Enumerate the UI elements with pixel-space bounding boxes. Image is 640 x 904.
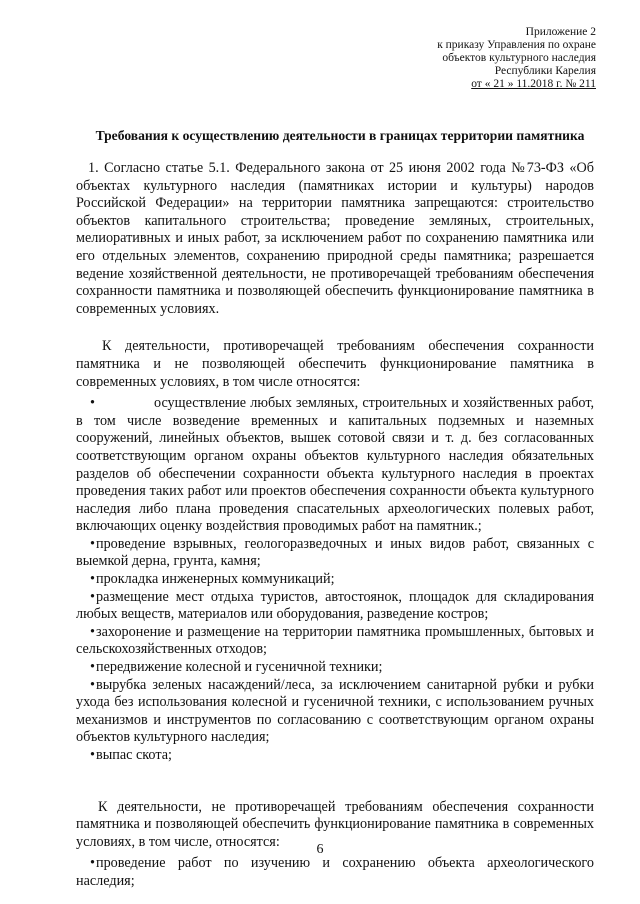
bullet-icon: • <box>90 571 95 588</box>
appendix-header <box>437 26 596 91</box>
bullet-icon: • <box>90 623 95 640</box>
appendix-region: Республики Карелия <box>494 65 596 77</box>
list-item <box>76 855 594 890</box>
bullet-icon: • <box>90 659 95 676</box>
bullet-icon: • <box>90 588 95 605</box>
list-item <box>76 677 594 747</box>
list-item <box>76 624 594 659</box>
list-item-text: захоронение и размещение на территории памятника промышленных, бытовых и сельскохозяйственных отходов; <box>76 623 594 658</box>
document-body <box>76 160 594 891</box>
list-item-text: проведение работ по изучению и сохранению объекта археологического наследия; <box>76 855 594 889</box>
bullet-icon: • <box>90 676 95 693</box>
appendix-order-date: от « 21 » 11.2018 г. № 211 <box>471 78 596 90</box>
allowed-activities-list <box>76 855 594 890</box>
document-title: Требования к осуществлению деятельности в границах территории памятника <box>95 128 585 143</box>
prohibited-activities-list <box>76 395 594 764</box>
bullet-icon: • <box>90 855 95 872</box>
list-item <box>76 571 594 589</box>
appendix-department: объектов культурного наследия <box>442 52 596 64</box>
appendix-order-ref: к приказу Управления по охране <box>437 39 596 51</box>
bullet-icon: • <box>90 395 95 412</box>
paragraph-allowed-intro: К деятельности, не противоречащей требованиям обеспечения сохранности памятника и позволяющей обеспечить функционирование памятника в современных условиях, в том числе, относятся: <box>76 798 594 850</box>
paragraph-law-reference: 1. Согласно статье 5.1. Федерального закона от 25 июня 2002 года №73-ФЗ «Об объектах культурного наследия (памятниках истории и культуры) народов Российской Федерации» на территории памятника запрещаются: строительство объектов капитального строительства; проведение земляных, строительных, мелиоративных и иных работ, за исключением работ по сохранению памятника или его отдельных элементов, сохранению природной среды памятника; разрешается ведение хозяйственной деятельности, не противоречащей требованиям обеспечения сохранности памятника и позволяющей обеспечить функционирование памятника в современных условиях. <box>76 160 594 317</box>
bullet-icon: • <box>90 747 95 763</box>
list-item <box>76 747 594 765</box>
list-item-text: проведение взрывных, геологоразведочных и иных видов работ, связанных с выемкой дерна, грунта, камня; <box>76 535 594 570</box>
list-item <box>76 659 594 677</box>
list-item-text: осуществление любых земляных, строительных и хозяйственных работ, в том числе возведение временных и капитальных подземных и наземных сооружений, линейных объектов, вышек сотовой связи и т. д. без согласованных соответствующим органом охраны объектов культурного наследия обязательных разделов об обеспечении сохранности объекта культурного наследия в проектах проведения таких работ или проектов обеспечения сохранности объекта культурного наследия либо плана проведения спасательных археологических полевых работ, включающих оценку воздействия проводимых работ на памятник.; <box>76 395 594 535</box>
list-item-text: выпас скота; <box>96 747 172 763</box>
list-item <box>76 536 594 571</box>
list-item-text: вырубка зеленых насаждений/леса, за исключением санитарной рубки и рубки ухода без использования колесной и гусеничной техники, с использованием ручных механизмов и инструментов по согласованию с соответствующим органом охраны объектов культурного наследия; <box>76 676 594 746</box>
paragraph-prohibited-intro: К деятельности, противоречащей требованиям обеспечения сохранности памятника и не позволяющей обеспечить функционирование памятника в современных условиях, в том числе относятся: <box>76 338 594 390</box>
bullet-icon: • <box>90 535 95 552</box>
list-item-text: передвижение колесной и гусеничной техники; <box>96 659 383 676</box>
list-item-text: прокладка инженерных коммуникаций; <box>96 571 335 588</box>
list-item-text: размещение мест отдыха туристов, автостоянок, площадок для складирования любых веществ, материалов или оборудования, разведение костров; <box>76 588 594 623</box>
appendix-title: Приложение 2 <box>525 26 596 38</box>
list-item <box>76 395 594 536</box>
list-item <box>76 589 594 624</box>
page-number: 6 <box>316 842 324 857</box>
